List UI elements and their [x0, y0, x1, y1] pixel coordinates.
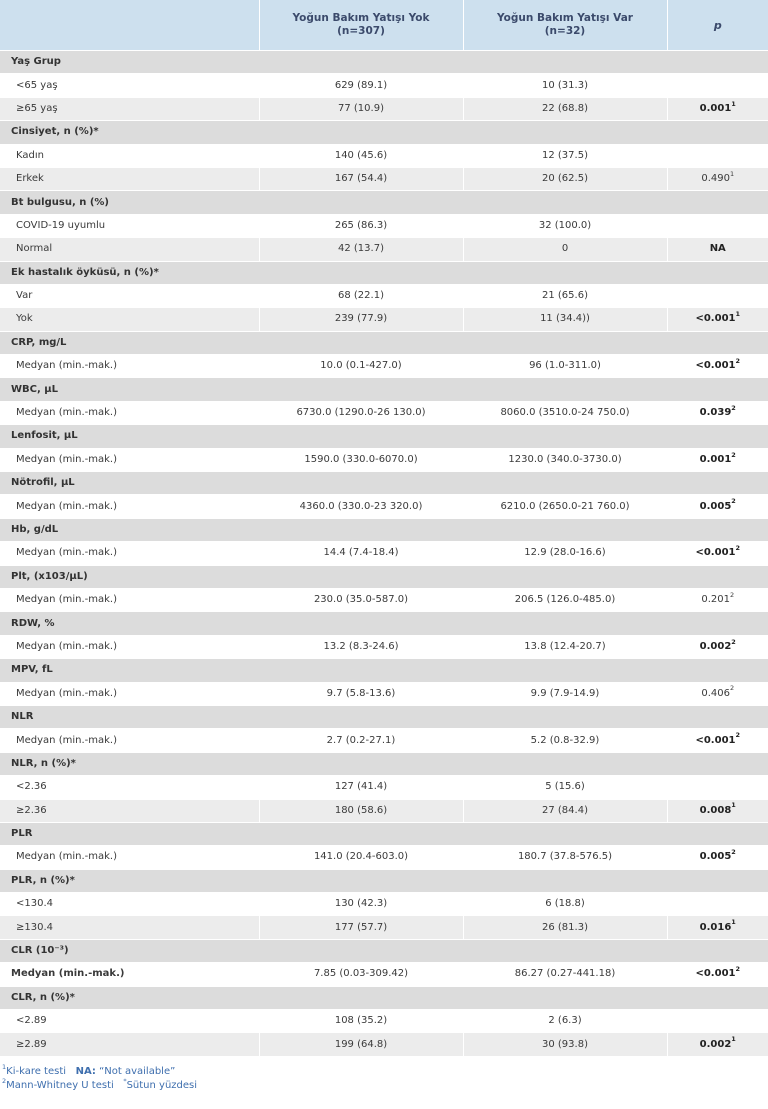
row-label: Medyan (min.-mak.) [0, 588, 259, 611]
row-label: ≥2.36 [0, 799, 259, 822]
row-label: Medyan (min.-mak.) [0, 495, 259, 518]
cell-no-icu: 77 (10.9) [259, 97, 463, 120]
cell-no-icu: 167 (54.4) [259, 167, 463, 190]
p-value-footnote-marker: 1 [735, 310, 741, 319]
p-value-text: 0.016 [699, 921, 732, 933]
section-label: RDW, % [0, 612, 768, 635]
table-row [0, 1033, 768, 1056]
cell-p-value [667, 401, 768, 424]
table-section-row [0, 425, 768, 448]
row-label: Yok [0, 308, 259, 331]
cell-no-icu: 127 (41.4) [259, 776, 463, 799]
cell-no-icu: 265 (86.3) [259, 214, 463, 237]
cell-no-icu: 141.0 (20.4-603.0) [259, 846, 463, 869]
table-row [0, 401, 768, 424]
cell-p-value [667, 588, 768, 611]
table-row [0, 495, 768, 518]
cell-icu: 5.2 (0.8-32.9) [463, 729, 667, 752]
p-value-text: <0.001 [695, 734, 736, 746]
table-section-row [0, 121, 768, 144]
footnote-2-text: Mann-Whitney U testi [6, 1080, 114, 1091]
p-value-footnote-marker: 1 [731, 99, 736, 108]
table-section-row [0, 659, 768, 682]
cell-no-icu: 2.7 (0.2-27.1) [259, 729, 463, 752]
row-label: COVID-19 uyumlu [0, 214, 259, 237]
section-label: CLR (10⁻³) [0, 939, 768, 962]
row-label: Kadın [0, 144, 259, 167]
row-label: Var [0, 284, 259, 307]
header-icu [463, 0, 667, 51]
cell-icu: 180.7 (37.8-576.5) [463, 846, 667, 869]
cell-icu: 27 (84.4) [463, 799, 667, 822]
table-row [0, 846, 768, 869]
cell-p-value [667, 729, 768, 752]
section-label: NLR [0, 705, 768, 728]
section-label: Ek hastalık öyküsü, n (%)* [0, 261, 768, 284]
table-row [0, 97, 768, 120]
section-label: Plt, (x103/µL) [0, 565, 768, 588]
row-label: Medyan (min.-mak.) [0, 963, 259, 986]
cell-icu: 32 (100.0) [463, 214, 667, 237]
footnote-star-text: Sütun yüzdesi [126, 1080, 198, 1091]
row-label: ≥65 yaş [0, 97, 259, 120]
table-section-row [0, 191, 768, 214]
cell-no-icu: 10.0 (0.1-427.0) [259, 355, 463, 378]
row-label: <2.89 [0, 1010, 259, 1033]
cell-no-icu: 130 (42.3) [259, 893, 463, 916]
header-variable [0, 0, 259, 51]
cell-p-value [667, 284, 768, 307]
table-section-row [0, 51, 768, 74]
table-section-row [0, 261, 768, 284]
p-value-footnote-marker: 2 [731, 848, 736, 857]
row-label: Medyan (min.-mak.) [0, 542, 259, 565]
cell-icu: 2 (6.3) [463, 1010, 667, 1033]
table-section-row [0, 752, 768, 775]
cell-no-icu: 6730.0 (1290.0-26 130.0) [259, 401, 463, 424]
row-label: Medyan (min.-mak.) [0, 401, 259, 424]
cell-icu: 10 (31.3) [463, 74, 667, 97]
p-value-text: 0.039 [699, 407, 732, 419]
footnote-2-marker: 2 [2, 1076, 7, 1085]
cell-icu: 6 (18.8) [463, 893, 667, 916]
p-value-text: <0.001 [695, 360, 736, 372]
cell-no-icu: 9.7 (5.8-13.6) [259, 682, 463, 705]
p-value-footnote-marker: 2 [730, 684, 735, 693]
p-value-text: 0.002 [699, 640, 732, 652]
table-row [0, 284, 768, 307]
p-value-footnote-marker: 2 [731, 637, 736, 646]
table-row [0, 588, 768, 611]
section-label: Nötrofil, µL [0, 472, 768, 495]
table-row [0, 308, 768, 331]
row-label: Medyan (min.-mak.) [0, 355, 259, 378]
cell-icu: 26 (81.3) [463, 916, 667, 939]
cell-no-icu: 1590.0 (330.0-6070.0) [259, 448, 463, 471]
cell-no-icu: 239 (77.9) [259, 308, 463, 331]
p-value-text: 0.406 [701, 687, 730, 699]
cell-p-value [667, 963, 768, 986]
cell-p-value [667, 776, 768, 799]
table-row [0, 729, 768, 752]
section-label: Hb, g/dL [0, 518, 768, 541]
cell-icu: 12 (37.5) [463, 144, 667, 167]
footnote-star-marker: * [123, 1076, 127, 1085]
table-row [0, 963, 768, 986]
cell-p-value [667, 846, 768, 869]
cell-p-value [667, 74, 768, 97]
table-section-row [0, 705, 768, 728]
cell-p-value [667, 495, 768, 518]
table-section-row [0, 565, 768, 588]
cell-p-value [667, 167, 768, 190]
section-label: Bt bulgusu, n (%) [0, 191, 768, 214]
row-label: <130.4 [0, 893, 259, 916]
cell-p-value [667, 1010, 768, 1033]
row-label: Medyan (min.-mak.) [0, 682, 259, 705]
table-row [0, 799, 768, 822]
row-label: <2.36 [0, 776, 259, 799]
section-label: Lenfosit, µL [0, 425, 768, 448]
table-row [0, 635, 768, 658]
p-value-text: 0.490 [701, 173, 730, 185]
table-section-row [0, 612, 768, 635]
row-label: Medyan (min.-mak.) [0, 729, 259, 752]
cell-icu: 5 (15.6) [463, 776, 667, 799]
cell-no-icu: 13.2 (8.3-24.6) [259, 635, 463, 658]
cell-p-value [667, 97, 768, 120]
p-value-footnote-marker: 1 [731, 918, 736, 927]
header-no-icu-n: (n=307) [337, 25, 385, 37]
cell-icu: 30 (93.8) [463, 1033, 667, 1056]
row-label: Erkek [0, 167, 259, 190]
p-value-footnote-marker: 1 [730, 169, 735, 178]
table-row [0, 144, 768, 167]
table-row [0, 167, 768, 190]
cell-icu: 13.8 (12.4-20.7) [463, 635, 667, 658]
p-value-footnote-marker: 2 [731, 450, 736, 459]
p-value-text: 0.005 [699, 851, 732, 863]
table-row [0, 776, 768, 799]
table-row [0, 893, 768, 916]
cell-p-value [667, 1033, 768, 1056]
header-icu-n: (n=32) [544, 25, 586, 37]
p-value-footnote-marker: 2 [735, 544, 741, 553]
p-value-text: 0.001 [699, 102, 732, 114]
cell-icu: 12.9 (28.0-16.6) [463, 542, 667, 565]
p-value-footnote-marker: 1 [731, 801, 736, 810]
header-p-value: p [667, 0, 768, 51]
p-value-footnote-marker: 2 [731, 497, 736, 506]
cell-p-value [667, 448, 768, 471]
p-value-text: 0.002 [699, 1038, 732, 1050]
cell-p-value [667, 144, 768, 167]
cell-icu: 21 (65.6) [463, 284, 667, 307]
header-no-icu-label: Yoğun Bakım Yatışı Yok [292, 12, 430, 24]
cell-no-icu: 180 (58.6) [259, 799, 463, 822]
row-label: Normal [0, 238, 259, 261]
table-row [0, 682, 768, 705]
p-value-footnote-marker: 2 [735, 731, 741, 740]
cell-p-value [667, 893, 768, 916]
table-body [0, 51, 768, 1056]
footnote-line-1 [2, 1062, 197, 1079]
footnote-1-text: Ki-kare testi [6, 1066, 67, 1077]
row-label: <65 yaş [0, 74, 259, 97]
cell-icu: 8060.0 (3510.0-24 750.0) [463, 401, 667, 424]
header-icu-label: Yoğun Bakım Yatışı Var [497, 12, 633, 24]
cell-no-icu: 4360.0 (330.0-23 320.0) [259, 495, 463, 518]
cell-icu: 22 (68.8) [463, 97, 667, 120]
section-label: PLR, n (%)* [0, 869, 768, 892]
footnote-na-key: NA: [75, 1066, 96, 1077]
cell-no-icu: 199 (64.8) [259, 1033, 463, 1056]
cell-p-value [667, 542, 768, 565]
cell-no-icu: 7.85 (0.03-309.42) [259, 963, 463, 986]
cell-icu: 86.27 (0.27-441.18) [463, 963, 667, 986]
cell-no-icu: 68 (22.1) [259, 284, 463, 307]
cell-icu: 206.5 (126.0-485.0) [463, 588, 667, 611]
p-value-footnote-marker: 2 [730, 590, 735, 599]
table-section-row [0, 869, 768, 892]
table-row [0, 74, 768, 97]
cell-p-value [667, 799, 768, 822]
p-value-text: 0.001 [699, 453, 732, 465]
table-section-row [0, 378, 768, 401]
p-value-footnote-marker: 2 [735, 965, 741, 974]
row-label: Medyan (min.-mak.) [0, 635, 259, 658]
cell-icu: 96 (1.0-311.0) [463, 355, 667, 378]
table-row [0, 355, 768, 378]
footnote-1-marker: 1 [2, 1062, 7, 1071]
cell-no-icu: 42 (13.7) [259, 238, 463, 261]
cell-p-value [667, 214, 768, 237]
cell-icu: 9.9 (7.9-14.9) [463, 682, 667, 705]
p-value-footnote-marker: 1 [731, 1035, 736, 1044]
table-section-row [0, 472, 768, 495]
table-section-row [0, 939, 768, 962]
cell-no-icu: 177 (57.7) [259, 916, 463, 939]
table-row [0, 542, 768, 565]
p-value-text: <0.001 [695, 968, 736, 980]
table-row [0, 238, 768, 261]
cell-no-icu: 108 (35.2) [259, 1010, 463, 1033]
row-label: ≥2.89 [0, 1033, 259, 1056]
p-value-text: <0.001 [695, 547, 736, 559]
cell-no-icu: 230.0 (35.0-587.0) [259, 588, 463, 611]
cell-icu: 11 (34.4)) [463, 308, 667, 331]
cell-p-value [667, 355, 768, 378]
table-section-row [0, 822, 768, 845]
section-label: CLR, n (%)* [0, 986, 768, 1009]
cell-no-icu: 140 (45.6) [259, 144, 463, 167]
table-header-row [0, 0, 768, 51]
table-row [0, 916, 768, 939]
footnote-line-2 [2, 1076, 198, 1093]
table-row [0, 448, 768, 471]
cell-p-value [667, 635, 768, 658]
p-value-text: <0.001 [695, 313, 736, 325]
p-value-footnote-marker: 2 [735, 356, 741, 365]
cell-icu: 20 (62.5) [463, 167, 667, 190]
row-label: Medyan (min.-mak.) [0, 448, 259, 471]
cell-icu: 0 [463, 238, 667, 261]
cell-p-value [667, 916, 768, 939]
cell-icu: 1230.0 (340.0-3730.0) [463, 448, 667, 471]
cell-p-value [667, 308, 768, 331]
section-label: PLR [0, 822, 768, 845]
section-label: CRP, mg/L [0, 331, 768, 354]
cell-p-value [667, 238, 768, 261]
cell-icu: 6210.0 (2650.0-21 760.0) [463, 495, 667, 518]
header-no-icu [259, 0, 463, 51]
p-value-text: 0.005 [699, 500, 732, 512]
p-value-text: 0.008 [699, 804, 732, 816]
row-label: Medyan (min.-mak.) [0, 846, 259, 869]
table-section-row [0, 331, 768, 354]
p-value-text: NA [709, 243, 726, 255]
section-label: WBC, µL [0, 378, 768, 401]
cell-no-icu: 14.4 (7.4-18.4) [259, 542, 463, 565]
section-label: NLR, n (%)* [0, 752, 768, 775]
cell-p-value [667, 682, 768, 705]
footnotes [2, 1062, 198, 1093]
p-value-footnote-marker: 2 [731, 403, 736, 412]
table-section-row [0, 986, 768, 1009]
p-value-text: 0.201 [701, 594, 730, 606]
footnote-na-text: “Not available” [99, 1066, 176, 1077]
table-section-row [0, 518, 768, 541]
section-label: Yaş Grup [0, 51, 768, 74]
section-label: Cinsiyet, n (%)* [0, 121, 768, 144]
cell-no-icu: 629 (89.1) [259, 74, 463, 97]
table-row [0, 1010, 768, 1033]
table-row [0, 214, 768, 237]
row-label: ≥130.4 [0, 916, 259, 939]
section-label: MPV, fL [0, 659, 768, 682]
